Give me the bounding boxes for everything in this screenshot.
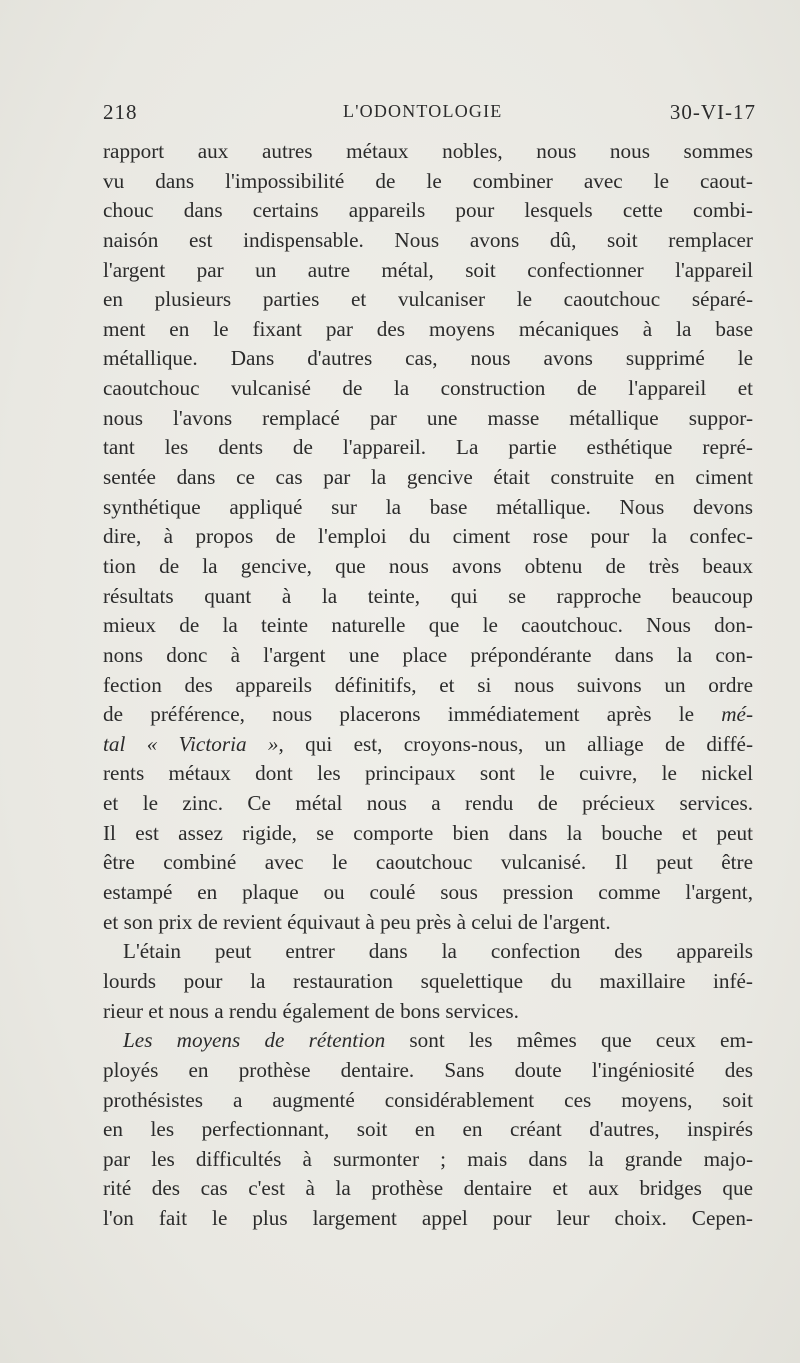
text-line bbox=[103, 137, 753, 167]
text-line bbox=[103, 848, 753, 878]
text-line bbox=[103, 433, 753, 463]
line-text: dire, à propos de l'emploi du ciment rose pour la confec- bbox=[103, 524, 753, 549]
text-line bbox=[103, 196, 753, 226]
line-text: prothésistes a augmenté considérablement ces moyens, soit bbox=[103, 1087, 753, 1112]
text-line bbox=[103, 1115, 753, 1145]
line-text: vu dans l'impossibilité de le combiner avec le caout- bbox=[103, 168, 753, 193]
line-text: de préférence, nous placerons immédiatement après le bbox=[103, 702, 722, 727]
text-line bbox=[103, 463, 753, 493]
line-text: rité des cas c'est à la prothèse dentaire et aux bridges que bbox=[103, 1176, 753, 1201]
text-line bbox=[103, 582, 753, 612]
text-line bbox=[103, 700, 753, 730]
line-text: par les difficultés à surmonter ; mais dans la grande majo- bbox=[103, 1146, 753, 1171]
text-line bbox=[103, 908, 753, 938]
line-text: , qui est, croyons-nous, un alliage de diffé- bbox=[278, 731, 753, 756]
text-line bbox=[103, 671, 753, 701]
text-line bbox=[103, 789, 753, 819]
line-text: estampé en plaque ou coulé sous pression comme l'argent, bbox=[103, 880, 753, 905]
text-line bbox=[103, 315, 753, 345]
text-line bbox=[103, 641, 753, 671]
text-line bbox=[103, 1204, 753, 1234]
running-header bbox=[103, 100, 756, 130]
text-line bbox=[103, 226, 753, 256]
line-text: L'étain peut entrer dans la confection des appareils bbox=[123, 939, 753, 964]
text-line bbox=[103, 730, 753, 760]
text-line bbox=[103, 493, 753, 523]
line-text: l'on fait le plus largement appel pour leur choix. Cepen- bbox=[103, 1206, 753, 1231]
line-text: Il est assez rigide, se comporte bien dans la bouche et peut bbox=[103, 820, 753, 845]
text-line bbox=[103, 759, 753, 789]
text-line bbox=[103, 404, 753, 434]
text-line bbox=[103, 1086, 753, 1116]
text-line bbox=[103, 611, 753, 641]
text-line bbox=[103, 552, 753, 582]
line-text: nous l'avons remplacé par une masse métallique suppor- bbox=[103, 405, 753, 430]
text-line bbox=[103, 374, 753, 404]
line-text: résultats quant à la teinte, qui se rapproche beaucoup bbox=[103, 583, 753, 608]
text-line bbox=[103, 1174, 753, 1204]
body-text bbox=[103, 137, 753, 1234]
text-line bbox=[103, 1056, 753, 1086]
running-title: L'ODONTOLOGIE bbox=[343, 101, 503, 121]
line-text: en plusieurs parties et vulcaniser le caoutchouc séparé- bbox=[103, 287, 753, 312]
line-text: tion de la gencive, que nous avons obtenu de très beaux bbox=[103, 553, 753, 578]
text-line bbox=[103, 167, 753, 197]
text-line bbox=[103, 1145, 753, 1175]
line-text: l'argent par un autre métal, soit confectionner l'appareil bbox=[103, 257, 753, 282]
line-text: et le zinc. Ce métal nous a rendu de précieux services. bbox=[103, 791, 753, 816]
line-text: chouc dans certains appareils pour lesquels cette combi- bbox=[103, 198, 753, 223]
line-text: en les perfectionnant, soit en en créant d'autres, inspirés bbox=[103, 1117, 753, 1142]
line-text: ment en le fixant par des moyens mécaniques à la base bbox=[103, 316, 753, 341]
text-line bbox=[103, 819, 753, 849]
text-line bbox=[103, 1026, 753, 1056]
text-line bbox=[103, 285, 753, 315]
line-text: rents métaux dont les principaux sont le cuivre, le nickel bbox=[103, 761, 753, 786]
text-line bbox=[103, 937, 753, 967]
text-line bbox=[103, 878, 753, 908]
line-text: naisón est indispensable. Nous avons dû, soit remplacer bbox=[103, 227, 753, 252]
line-text: nons donc à l'argent une place prépondérante dans la con- bbox=[103, 642, 753, 667]
italic-text: Les moyens de rétention bbox=[123, 1028, 386, 1053]
line-text: être combiné avec le caoutchouc vulcanisé. Il peut être bbox=[103, 850, 753, 875]
text-line bbox=[103, 522, 753, 552]
line-text: et son prix de revient équivaut à peu près à celui de l'argent. bbox=[103, 909, 611, 934]
text-line bbox=[103, 256, 753, 286]
page-number: 218 bbox=[103, 100, 138, 124]
text-line bbox=[103, 344, 753, 374]
line-text: ployés en prothèse dentaire. Sans doute l'ingéniosité des bbox=[103, 1057, 753, 1082]
text-line bbox=[103, 967, 753, 997]
line-text: sont les mêmes que ceux em- bbox=[385, 1028, 754, 1053]
line-text: fection des appareils définitifs, et si nous suivons un ordre bbox=[103, 672, 753, 697]
line-text: mieux de la teinte naturelle que le caoutchouc. Nous don- bbox=[103, 613, 753, 638]
line-text: rapport aux autres métaux nobles, nous nous sommes bbox=[103, 139, 753, 163]
line-text: caoutchouc vulcanisé de la construction de l'appareil et bbox=[103, 376, 753, 401]
line-text: synthétique appliqué sur la base métallique. Nous devons bbox=[103, 494, 753, 519]
line-text: lourds pour la restauration squelettique du maxillaire infé- bbox=[103, 968, 753, 993]
text-line bbox=[103, 997, 753, 1027]
line-text: tant les dents de l'appareil. La partie esthétique repré- bbox=[103, 435, 753, 460]
italic-text: tal « Victoria » bbox=[103, 731, 279, 756]
line-text: sentée dans ce cas par la gencive était construite en ciment bbox=[103, 465, 753, 490]
italic-text: mé- bbox=[721, 702, 753, 727]
line-text: rieur et nous a rendu également de bons services. bbox=[103, 998, 519, 1023]
issue-date: 30-VI-17 bbox=[669, 100, 756, 124]
line-text: métallique. Dans d'autres cas, nous avons supprimé le bbox=[103, 346, 753, 371]
